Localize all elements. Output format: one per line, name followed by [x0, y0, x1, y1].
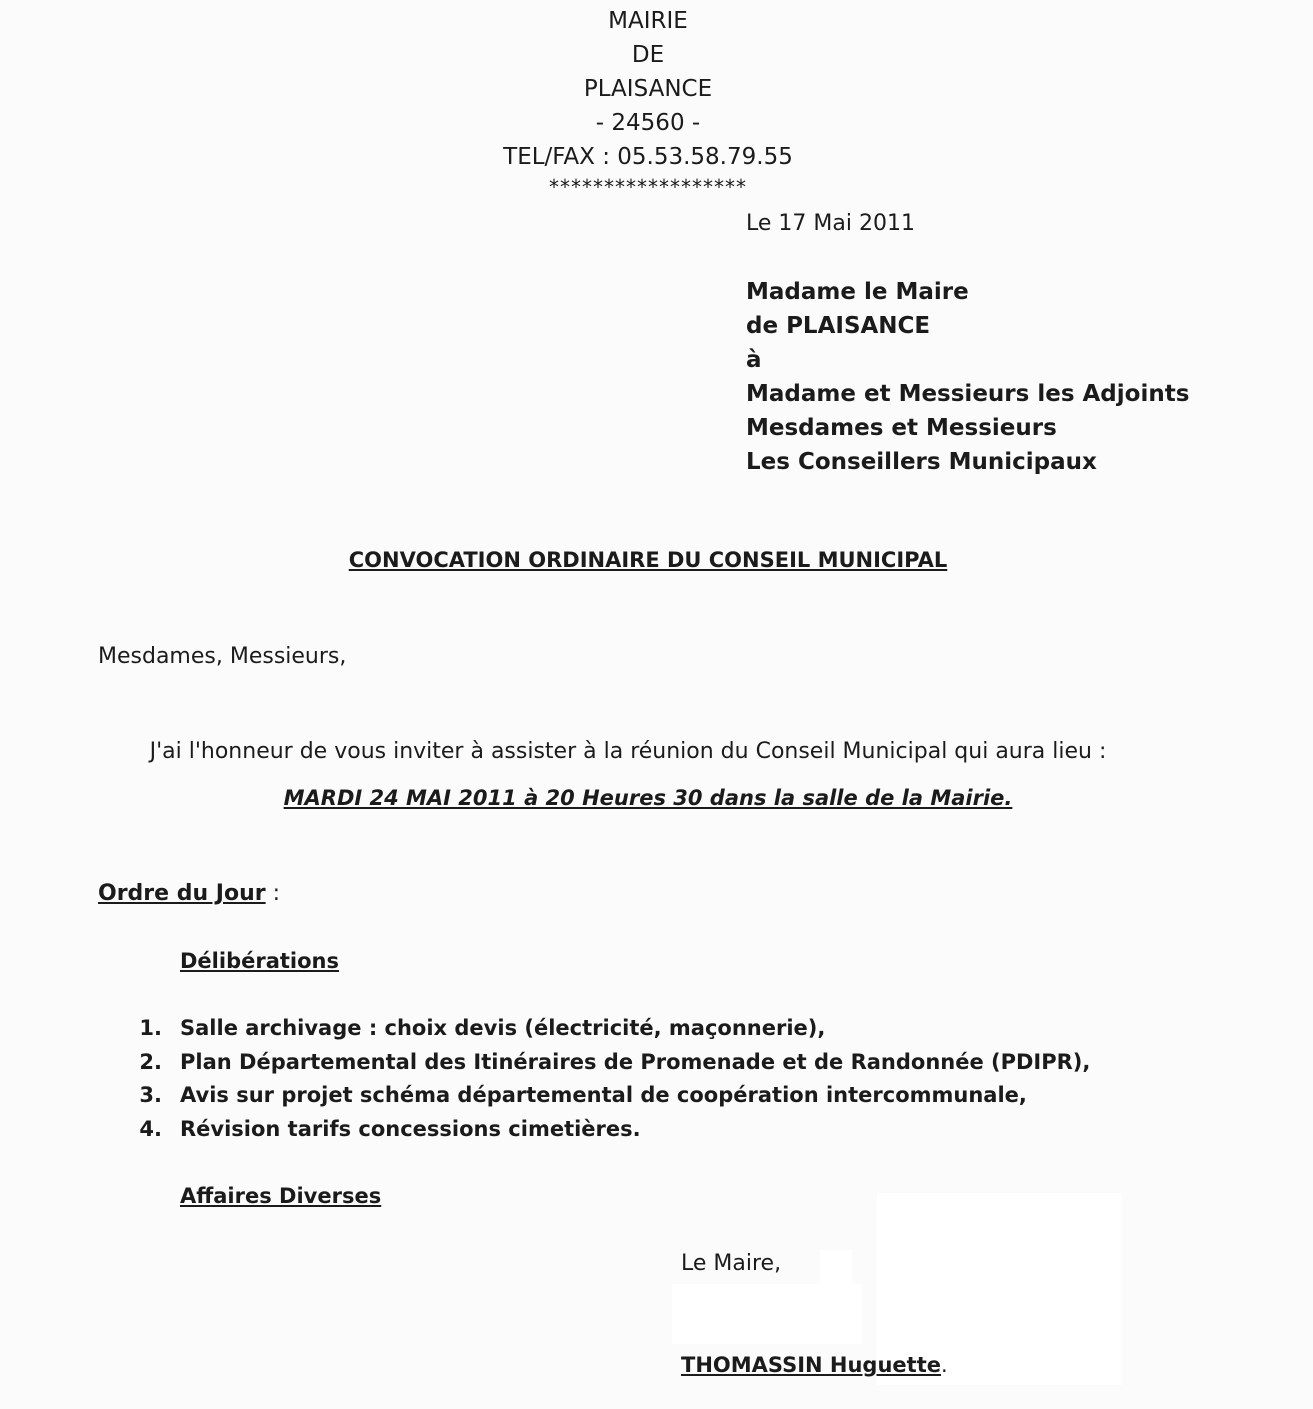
redacted-mark [820, 1250, 852, 1284]
letterhead-mairie: MAIRIE [608, 8, 688, 34]
signature-role: Le Maire, [681, 1251, 782, 1276]
letter-date: Le 17 Mai 2011 [746, 211, 915, 236]
list-item-text: Plan Départemental des Itinéraires de Promenade et de Randonnée (PDIPR), [180, 1050, 1091, 1074]
letterhead-separator: ****************** [549, 175, 747, 199]
address-connector: à [746, 347, 762, 373]
list-item [138, 1085, 1138, 1111]
redacted-signature-area [672, 1284, 862, 1344]
agenda-heading [98, 883, 280, 905]
deliberations-heading: Délibérations [180, 949, 339, 973]
signature-name: THOMASSIN Huguette [681, 1353, 941, 1377]
recipient-line-1: Madame et Messieurs les Adjoints [746, 381, 1190, 407]
agenda-heading-colon: : [265, 881, 281, 906]
recipient-line-2: Mesdames et Messieurs [746, 415, 1057, 441]
list-item [138, 1018, 1138, 1044]
signature-period: . [940, 1353, 948, 1377]
recipient-line-3: Les Conseillers Municipaux [746, 449, 1097, 475]
invitation-text: J'ai l'honneur de vous inviter à assister à la réunion du Conseil Municipal qui aura lieu : [149, 739, 1107, 764]
letterhead-de: DE [631, 42, 665, 68]
list-item-text: Avis sur projet schéma départemental de coopération intercommunale, [180, 1083, 1027, 1107]
list-item [138, 1119, 1138, 1145]
sender-line-2: de PLAISANCE [746, 313, 931, 339]
misc-heading: Affaires Diverses [180, 1184, 382, 1208]
letterhead-town: PLAISANCE [583, 76, 713, 102]
list-item-text: Révision tarifs concessions cimetières. [180, 1117, 641, 1141]
list-item-number: 1. [139, 1016, 162, 1040]
meeting-details: MARDI 24 MAI 2011 à 20 Heures 30 dans la salle de la Mairie. [283, 786, 1013, 810]
list-item-number: 3. [139, 1083, 162, 1107]
letterhead-postcode: - 24560 - [595, 110, 701, 136]
list-item-number: 2. [139, 1050, 162, 1074]
agenda-heading-label: Ordre du Jour [98, 881, 266, 906]
letterhead-phone: TEL/FAX : 05.53.58.79.55 [503, 144, 793, 170]
list-item-text: Salle archivage : choix devis (électricité, maçonnerie), [180, 1016, 826, 1040]
document-title: CONVOCATION ORDINAIRE DU CONSEIL MUNICIPAL [348, 548, 948, 572]
signature-name-line [681, 1355, 948, 1376]
sender-line-1: Madame le Maire [746, 279, 969, 305]
list-item [138, 1052, 1138, 1078]
list-item-number: 4. [139, 1117, 162, 1141]
salutation: Mesdames, Messieurs, [98, 644, 347, 669]
